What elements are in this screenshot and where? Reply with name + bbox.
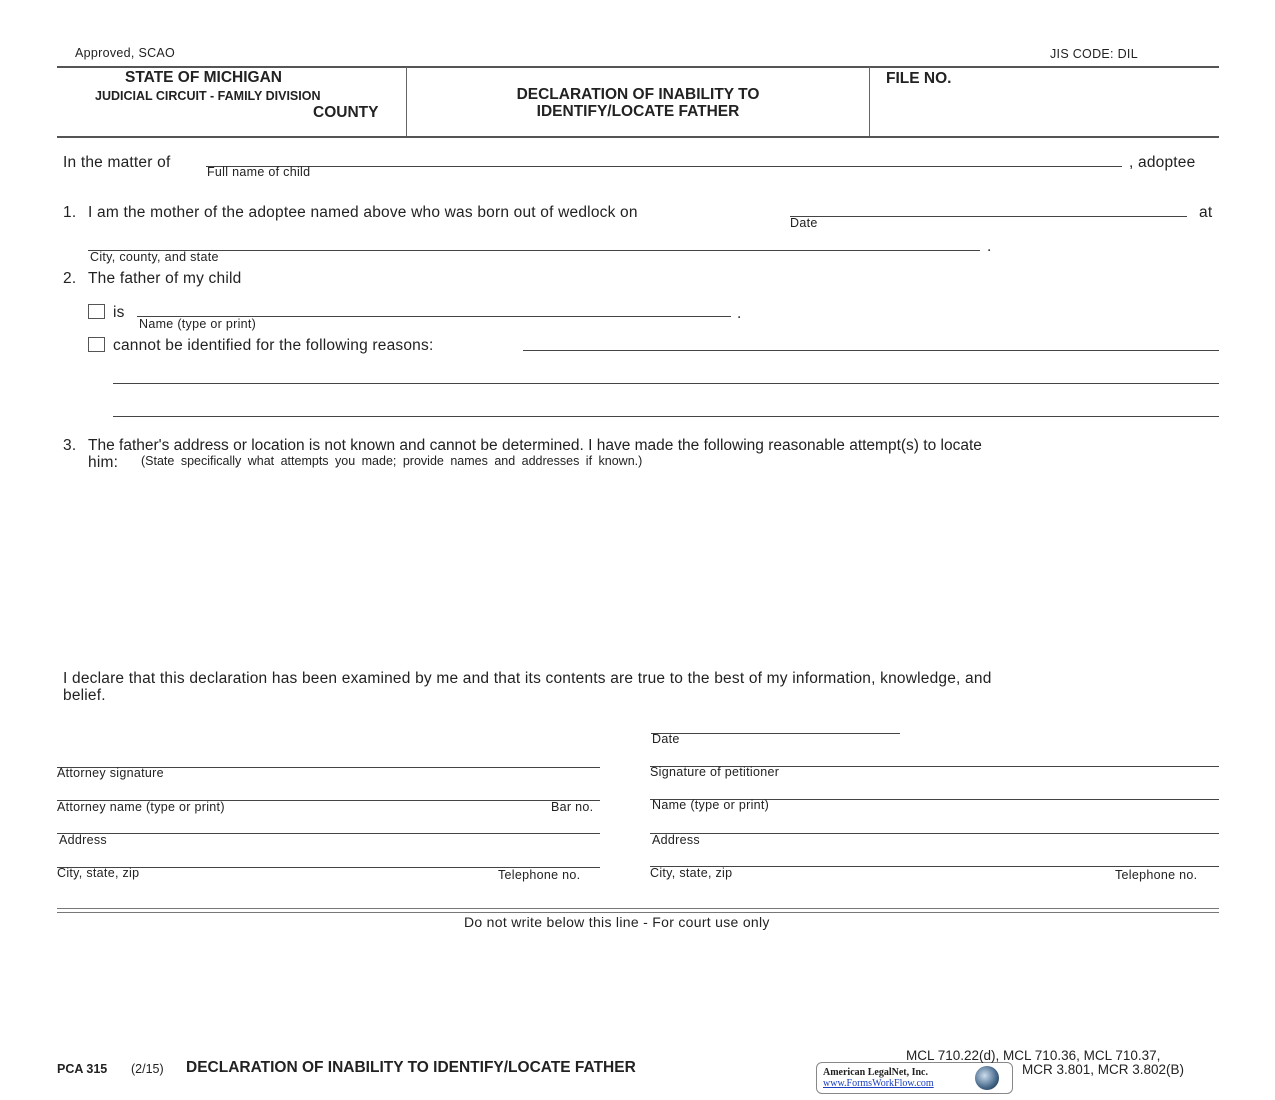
attorney-signature-label: Attorney signature [57,766,164,780]
item-number: 1. [63,204,77,221]
petitioner-name-label: Name (type or print) [652,798,770,812]
circuit-label: JUDICIAL CIRCUIT - FAMILY DIVISION [95,89,321,103]
legal-references: MCL 710.22(d), MCL 710.36, MCL 710.37, [906,1048,1161,1063]
cannot-identify-checkbox[interactable] [88,337,105,352]
header-bottom-rule [57,136,1219,138]
date-label: Date [652,732,680,746]
item-number: 2. [63,270,77,287]
period: . [737,305,742,322]
place-label: City, county, and state [90,250,219,264]
form-revision: (2/15) [131,1062,164,1076]
court-use-rule [57,908,1219,909]
telephone-label: Telephone no. [1115,868,1198,882]
file-no-label: FILE NO. [886,70,952,87]
matter-prefix: In the matter of [63,154,171,171]
child-name-field[interactable] [206,166,1122,167]
petitioner-address-field[interactable] [650,833,1219,834]
divider [869,67,870,137]
item-number: 3. [63,437,77,454]
approved-text: Approved, SCAO [75,46,176,60]
form-title: DECLARATION OF INABILITY TO IDENTIFY/LOCATE FATHER [516,86,760,120]
reasons-field[interactable] [523,350,1219,351]
address-label: Address [652,833,700,847]
reasons-field[interactable] [113,383,1219,384]
attorney-address-field[interactable] [57,833,600,834]
matter-suffix: , adoptee [1129,154,1196,171]
item2-text: The father of my child [88,270,242,287]
legal-references: MCR 3.801, MCR 3.802(B) [1022,1062,1185,1077]
header-top-rule [57,66,1219,68]
state-label: STATE OF MICHIGAN [125,69,282,86]
declaration-text: I declare that this declaration has been examined by me and that its contents are true to the best of my information, knowledge, and [63,670,992,687]
logo-url[interactable]: www.FormsWorkFlow.com [823,1078,934,1089]
name-label: Name (type or print) [139,317,257,331]
him-text: him: [88,454,119,471]
footer-title: DECLARATION OF INABILITY TO IDENTIFY/LOCATE FATHER [186,1059,636,1076]
address-label: Address [59,833,107,847]
jis-code: JIS CODE: DIL [1050,47,1138,61]
court-use-rule [57,912,1219,913]
attorney-name-label: Attorney name (type or print) [57,800,225,814]
birth-place-field[interactable] [88,250,980,251]
form-number: PCA 315 [57,1062,108,1076]
divider [406,67,407,137]
city-label: City, state, zip [650,866,733,880]
globe-icon [975,1066,999,1090]
is-label: is [113,304,125,321]
item3-text: The father's address or location is not known and cannot be determined. I have made the following reasonable attempt(s) to locate [88,437,982,454]
at-text: at [1199,204,1213,221]
item3-note: (State specifically what attempts you made; provide names and addresses if known.) [141,454,643,468]
bar-no-label: Bar no. [551,800,594,814]
period: . [987,238,992,255]
date-label: Date [790,216,818,230]
county-label: COUNTY [313,104,379,121]
telephone-label: Telephone no. [498,868,581,882]
attempts-area[interactable] [88,475,1218,655]
father-is-checkbox[interactable] [88,304,105,319]
birth-date-field[interactable] [790,216,1187,217]
court-use-notice: Do not write below this line - For court use only [464,914,770,930]
item1-text: I am the mother of the adoptee named above who was born out of wedlock on [88,204,638,221]
reasons-field[interactable] [113,416,1219,417]
american-legalnet-logo [816,1062,1013,1094]
date-field[interactable] [651,733,900,734]
child-name-label: Full name of child [207,165,311,179]
city-label: City, state, zip [57,866,140,880]
petitioner-signature-label: Signature of petitioner [650,765,780,779]
petitioner-city-field[interactable] [650,866,1219,867]
cannot-identify-label: cannot be identified for the following reasons: [113,337,434,354]
logo-name: American LegalNet, Inc. [823,1067,928,1078]
declaration-text: belief. [63,687,106,704]
